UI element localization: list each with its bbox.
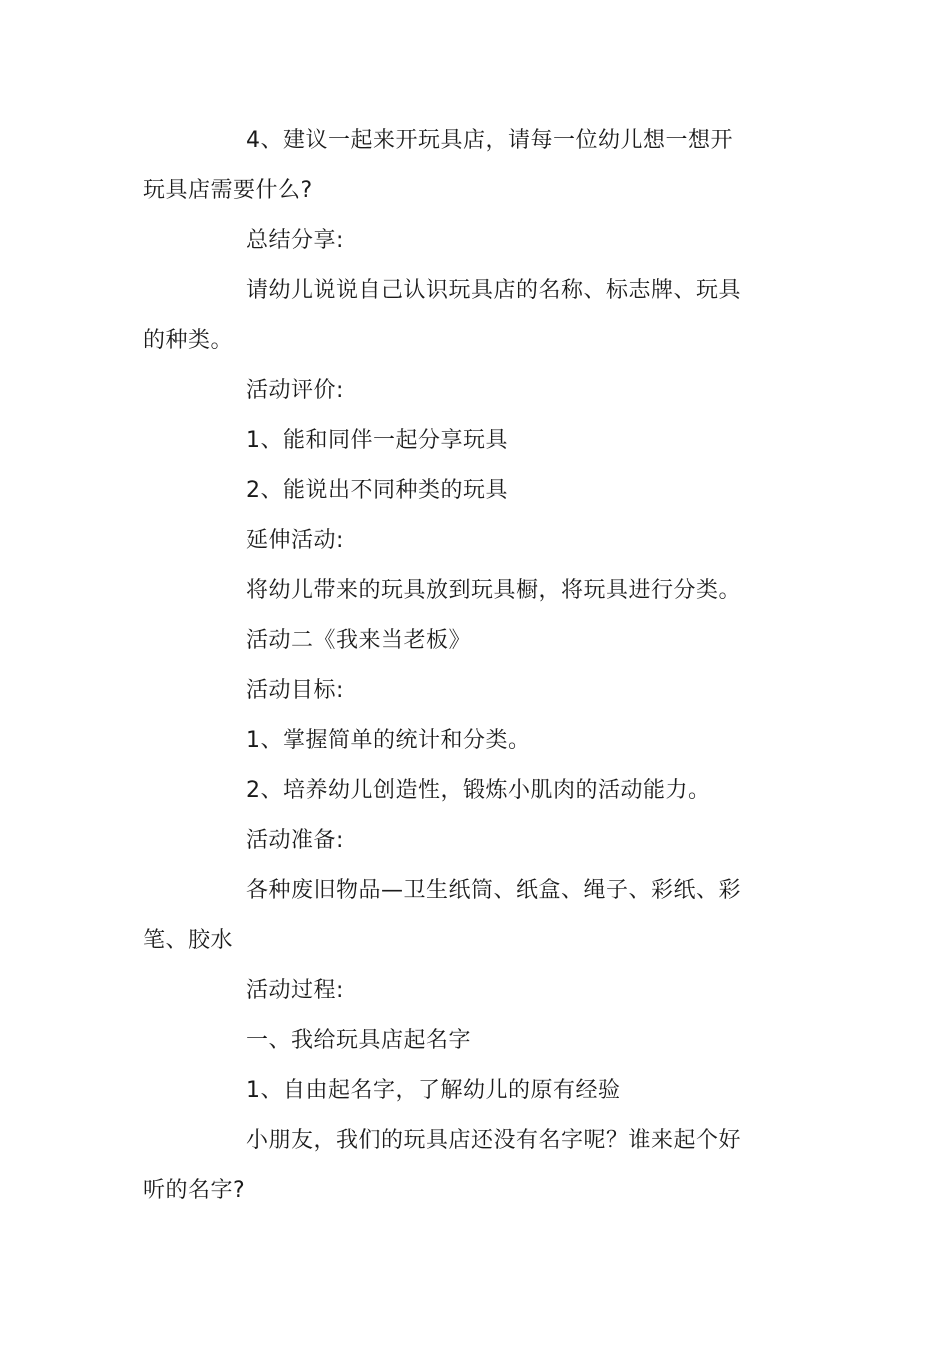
text-line: 请幼儿说说自己认识玩具店的名称、标志牌、玩具	[246, 278, 742, 303]
text-line: 将幼儿带来的玩具放到玩具橱，将玩具进行分类。	[246, 578, 742, 603]
section-heading: 活动准备:	[246, 828, 344, 853]
section-heading: 总结分享:	[246, 228, 344, 253]
list-item: 2、能说出不同种类的玩具	[246, 478, 508, 503]
text-line: 各种废旧物品—卫生纸筒、纸盒、绳子、彩纸、彩	[246, 878, 742, 903]
section-heading: 活动过程:	[246, 978, 344, 1003]
text-line: 笔、胶水	[143, 928, 234, 953]
section-heading: 活动目标:	[246, 678, 344, 703]
section-heading: 活动评价:	[246, 378, 344, 403]
text-line: 玩具店需要什么?	[143, 178, 313, 203]
list-item: 1、能和同伴一起分享玩具	[246, 428, 508, 453]
text-line: 小朋友，我们的玩具店还没有名字呢？谁来起个好	[246, 1128, 742, 1153]
list-item: 2、培养幼儿创造性，锻炼小肌肉的活动能力。	[246, 778, 711, 803]
activity-title: 活动二《我来当老板》	[246, 628, 472, 653]
text-line: 听的名字?	[143, 1178, 246, 1203]
list-item: 1、自由起名字，了解幼儿的原有经验	[246, 1078, 621, 1103]
list-item: 1、掌握简单的统计和分类。	[246, 728, 531, 753]
section-heading: 延伸活动:	[246, 528, 344, 553]
subsection-heading: 一、我给玩具店起名字	[246, 1028, 472, 1053]
text-line: 的种类。	[143, 328, 234, 353]
text-line: 4、建议一起来开玩具店，请每一位幼儿想一想开	[246, 128, 733, 153]
